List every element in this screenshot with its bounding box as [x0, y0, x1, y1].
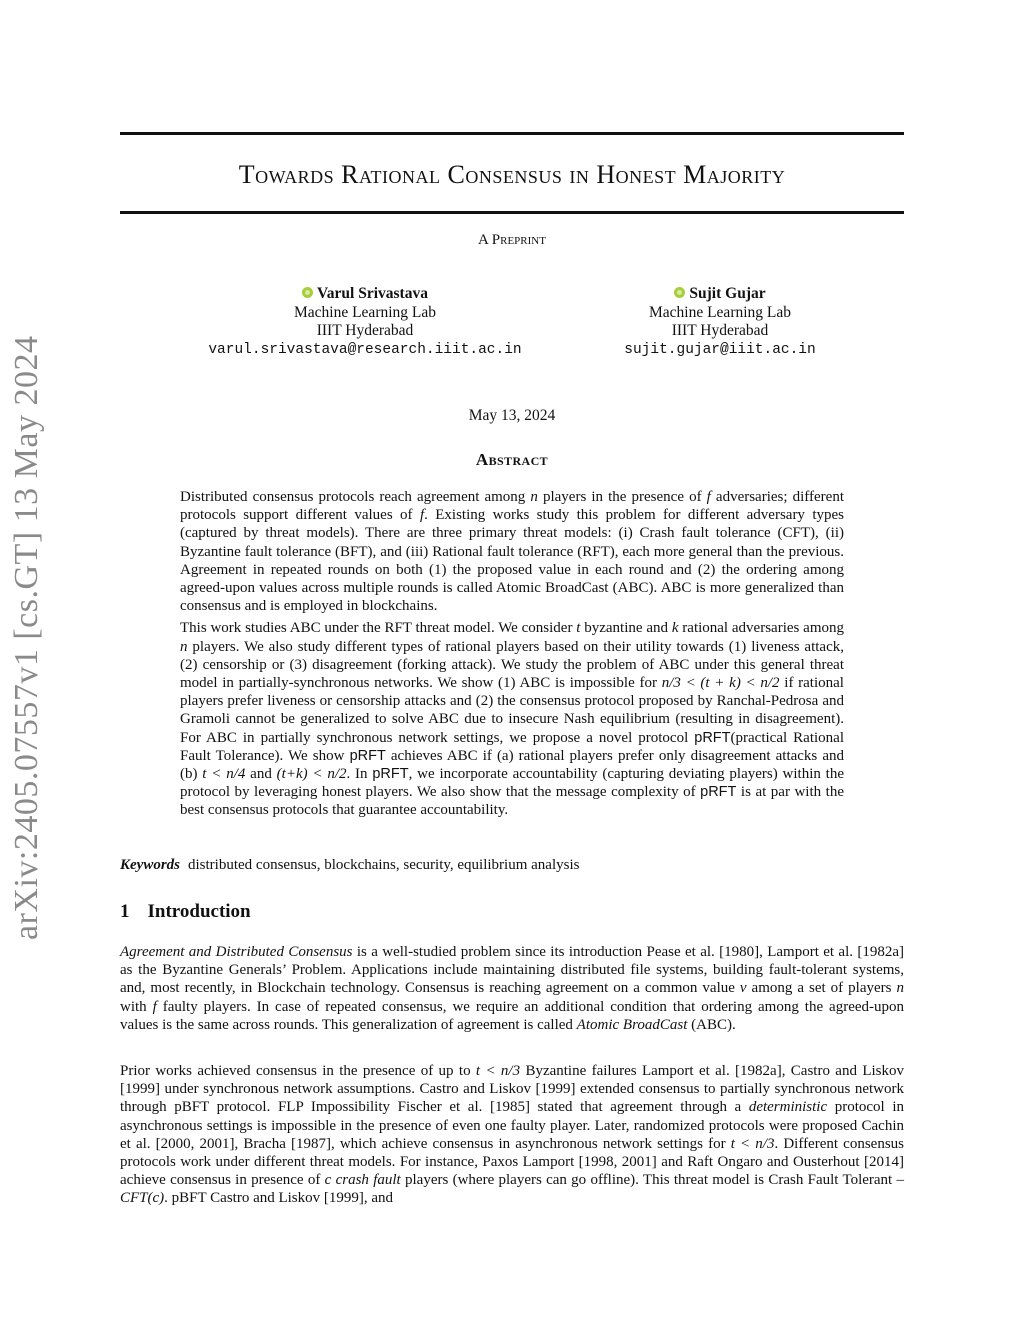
preprint-label: A Preprint	[478, 232, 546, 248]
arxiv-identifier-stamp[interactable]: arXiv:2405.07557v1 [cs.GT] 13 May 2024	[8, 335, 45, 940]
author-name: Sujit Gujar	[689, 285, 766, 302]
math-inline: c	[324, 1172, 332, 1189]
author-affiliation: Machine Learning Lab	[293, 303, 437, 321]
abstract-heading: Abstract	[475, 450, 549, 469]
emphasis-text: deterministic	[748, 1099, 828, 1116]
emphasis-text: crash fault	[335, 1172, 401, 1189]
protocol-name: pRFT	[372, 766, 409, 783]
section-number: 1	[120, 901, 130, 922]
author-email[interactable]: sujit.gujar@iiit.ac.in	[624, 341, 816, 358]
publication-date: May 13, 2024	[468, 407, 556, 424]
author-name: Varul Srivastava	[317, 285, 428, 302]
math-inline: n	[896, 980, 904, 997]
math-inline: (t+k) < n/2	[276, 766, 347, 783]
body-text: is a well-studied problem since its introduction Pease et al. [1980], Lamport et al. [1982a] as the Byzantine Generals’ Problem. Applications include maintaining distributed file systems, building fault-tolerant systems, and, most recently, in Blockchain technology. Consensus is reaching agreement on a common value	[120, 944, 905, 997]
body-text: with	[120, 998, 153, 1015]
author-block	[190, 285, 540, 359]
keywords-label: Keywords	[120, 857, 180, 873]
math-inline: t < n/3	[730, 1135, 775, 1152]
body-text: faulty players. In case of repeated consensus, we require an additional condition that ordering among the agreed-upon values is the same across rounds. This generalization of agreement is called	[120, 998, 904, 1033]
abstract-text: adversaries; different protocols support different values of	[180, 489, 844, 524]
abstract-text: players. We also study different types of rational players based on their utility towards (1) liveness attack, (2) censorship or (3) disagreement (forking attack). We study the problem of ABC under this general threat model in partially-synchronous networks. We show (1) ABC is impossible for	[180, 638, 844, 692]
emphasis-text: Agreement and Distributed Consensus	[120, 944, 353, 960]
abstract-text: (practical Rational Fault Tolerance). We show	[180, 729, 844, 764]
abstract-text: . Existing works study this problem for different adversary types (captured by threat models). There are three primary threat models: (i) Crash fault tolerance (CFT), (ii) Byzantine fault tolerance (BFT), and (iii) Rational fault tolerance (RFT), each more general than the previous. Agreement in repeated rounds on both (1) the proposed value in each round and (2) the ordering among agreed-upon values across multiple rounds is called Atomic BroadCast (ABC). ABC is more generalized than consensus and is employed in blockchains.	[180, 507, 844, 615]
abstract-body	[180, 488, 844, 820]
math-inline: t < n/4	[202, 766, 246, 783]
author-affiliation: Machine Learning Lab	[648, 303, 792, 321]
math-inline: f	[152, 998, 157, 1015]
keywords-line	[120, 857, 904, 874]
math-inline: n	[180, 638, 188, 655]
math-inline: k	[671, 620, 679, 637]
body-text: Byzantine failures Lamport et al. [1982a], Castro and Liskov [1999] under synchronous network assumptions. Castro and Liskov [1999] extended consensus to partially synchronous network through pBFT protocol. FLP Impossibility Fischer et al. [1985] stated that agreement through a	[120, 1063, 904, 1116]
author-block	[545, 285, 895, 359]
protocol-name: pRFT	[349, 747, 386, 764]
abstract-text: Distributed consensus protocols reach agreement among	[180, 489, 531, 505]
title-rule-bottom	[120, 211, 904, 214]
section-title: Introduction	[147, 901, 251, 922]
abstract-text: rational adversaries among	[678, 620, 844, 637]
body-text: protocol in asynchronous settings is impossible in the presence of even one faulty player. Later, randomized protocols were proposed Cachin et al. [2000, 2001], Bracha [1987], which achieve consensus in asynchronous network settings for	[120, 1099, 904, 1152]
intro-paragraph	[120, 1062, 904, 1208]
body-text: . pBFT Castro and Liskov [1999], and	[164, 1190, 394, 1207]
abstract-text: and	[245, 766, 277, 783]
body-text: among a set of players	[746, 980, 897, 997]
math-inline: f	[419, 507, 425, 524]
body-text: (ABC).	[687, 1016, 736, 1033]
author-institution: IIIT Hyderabad	[671, 322, 769, 339]
math-inline: n/3 < (t + k) < n/2	[661, 675, 780, 692]
body-text: . Different consensus protocols work under different threat models. For instance, Paxos Lamport [1998, 2001] and Raft Ongaro and Ousterhout [2014] achieve consensus in presence of	[120, 1135, 904, 1189]
intro-paragraph	[120, 943, 904, 1034]
body-text: Prior works achieved consensus in the presence of up to	[120, 1063, 476, 1079]
abstract-text: if rational players prefer liveness or censorship attacks and (2) the consensus protocol proposed by Ranchal-Pedrosa and Gramoli cannot be generalized to solve ABC due to insecure Nash equilibrium (resulting in disagreement). For ABC in partially synchronous network settings, we propose a novel protocol	[180, 675, 844, 746]
abstract-text: This work studies ABC under the RFT threat model. We consider	[180, 620, 577, 637]
orcid-icon[interactable]	[674, 287, 685, 298]
abstract-text: . In	[346, 766, 373, 783]
abstract-text: achieves ABC if (a) rational players prefer only disagreement attacks and (b)	[180, 747, 845, 783]
abstract-paragraph	[180, 488, 844, 615]
emphasis-text: Atomic BroadCast	[576, 1016, 688, 1033]
abstract-text: , we incorporate accountability (capturing deviating players) within the protocol by leveraging honest players. We also show that the message complexity of	[180, 766, 844, 801]
title-rule-top	[120, 132, 904, 135]
abstract-paragraph	[180, 619, 844, 819]
math-inline: n	[530, 489, 538, 505]
paper-title: Towards Rational Consensus in Honest Majority	[238, 160, 786, 189]
author-email[interactable]: varul.srivastava@research.iiit.ac.in	[208, 341, 522, 358]
abstract-text: byzantine and	[580, 620, 672, 637]
keywords-text: distributed consensus, blockchains, security, equilibrium analysis	[188, 857, 580, 873]
math-inline: t < n/3	[475, 1063, 521, 1079]
math-inline: t	[576, 620, 581, 637]
abstract-text: is at par with the best consensus protocols that guarantee accountability.	[180, 784, 844, 819]
protocol-name: pRFT	[700, 784, 737, 801]
section-heading-introduction	[120, 901, 251, 923]
orcid-icon[interactable]	[302, 287, 313, 298]
math-inline: f	[706, 489, 711, 505]
author-institution: IIIT Hyderabad	[316, 322, 414, 339]
math-inline: CFT(c)	[120, 1190, 165, 1207]
math-inline: v	[739, 980, 747, 997]
body-text: players (where players can go offline). This threat model is Crash Fault Tolerant –	[400, 1172, 904, 1189]
abstract-text: players in the presence of	[537, 489, 707, 505]
protocol-name: pRFT	[694, 729, 731, 746]
